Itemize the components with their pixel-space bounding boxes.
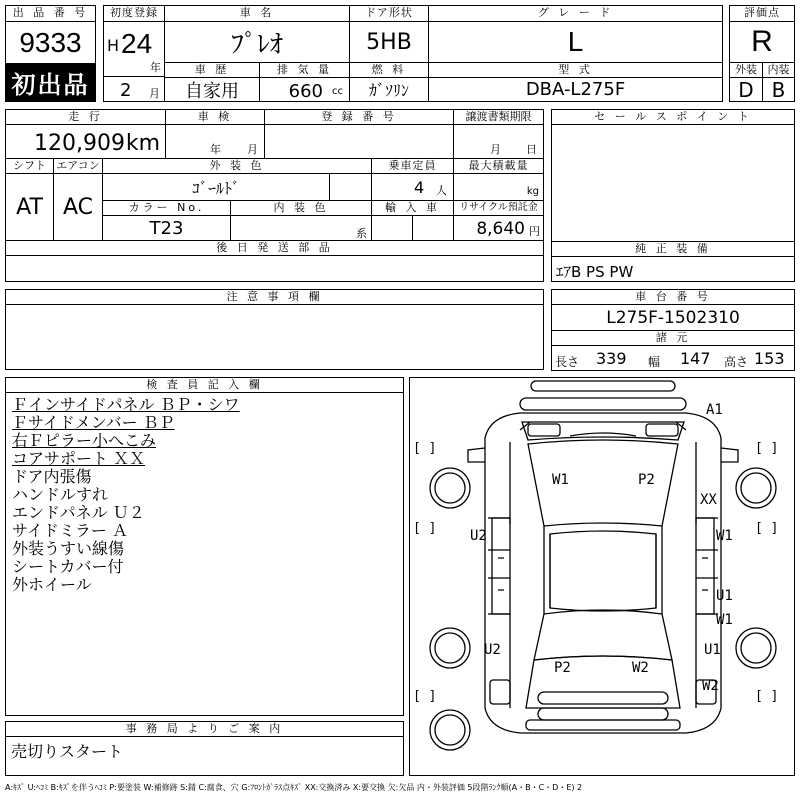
score-label: 評価点	[729, 5, 795, 22]
fuel-label: 燃 料	[349, 62, 429, 78]
damage-mark: W1	[716, 528, 733, 544]
equipment	[551, 256, 795, 282]
bracket-right-low: [ ]	[755, 689, 779, 704]
damage-mark: P2	[638, 472, 655, 488]
damage-mark: W1	[552, 472, 569, 488]
notes-label: 注 意 事 項 欄	[5, 289, 544, 305]
height: 153	[754, 349, 785, 368]
car-name: ﾌﾟﾚｵ	[164, 21, 350, 63]
bracket-left-mid: [ ]	[413, 521, 437, 536]
first-registration-label: 初度登録	[103, 5, 165, 22]
shift-label: シフト	[5, 158, 54, 174]
inspector-note: 外装うすい線傷	[12, 539, 125, 558]
length: 339	[596, 349, 627, 368]
damage-mark: U2	[484, 642, 501, 658]
displacement-value: 660	[288, 81, 323, 102]
later-parts	[5, 255, 544, 282]
recycle-label: リサイクル預託金	[453, 200, 544, 216]
capacity-unit: 人	[436, 184, 447, 197]
exterior-color-label: 外 装 色	[102, 158, 372, 174]
bracket-right-mid: [ ]	[755, 521, 779, 536]
office-label: 事 務 局 よ り ご 案 内	[5, 721, 404, 737]
interior-color	[230, 215, 372, 241]
inspector-note: Ｆサイドメンバー ＢＰ	[12, 413, 175, 432]
inspection-label: 車 検	[165, 109, 265, 125]
import-label: 輸 入 車	[371, 200, 454, 216]
interior-color-label: 内 装 色	[230, 200, 372, 216]
transfer-docs-label: 譲渡書類期限	[453, 109, 544, 125]
car-outline	[410, 378, 795, 776]
damage-mark: U2	[470, 528, 487, 544]
era: H	[107, 36, 120, 55]
chassis-number-label: 車 台 番 号	[551, 289, 795, 305]
mileage	[5, 124, 166, 159]
lot-number: 9333	[5, 21, 96, 64]
inspection-date	[165, 124, 265, 159]
damage-mark: W2	[632, 660, 649, 676]
inspection-month-unit: 月	[247, 143, 258, 156]
transfer-docs-date	[453, 124, 544, 159]
recycle-deposit	[453, 215, 544, 241]
model: DBA-L275F	[428, 77, 723, 102]
damage-mark: W1	[716, 612, 733, 628]
door-type: 5HB	[349, 21, 429, 63]
damage-mark: A1	[706, 402, 723, 418]
color-number: T23	[102, 215, 231, 241]
damage-diagram	[409, 377, 795, 776]
year-unit: 年	[150, 61, 161, 74]
max-load	[453, 173, 544, 201]
month: 2	[120, 80, 132, 101]
shift: AT	[5, 173, 54, 241]
first-registration-month	[103, 76, 165, 102]
mileage-value: 120,909	[34, 131, 125, 156]
recycle-value: 8,640	[476, 219, 525, 239]
interior-grade: B	[762, 77, 795, 102]
exterior-color: ｺﾞｰﾙﾄﾞ	[102, 173, 330, 201]
grade: L	[428, 21, 723, 63]
height-label: 高さ	[724, 355, 749, 369]
later-parts-label: 後 日 発 送 部 品	[5, 240, 544, 256]
dimensions-label: 諸 元	[551, 330, 795, 346]
notes	[5, 304, 544, 370]
inspector-label: 検 査 員 記 入 欄	[5, 377, 404, 393]
registration-number	[264, 124, 454, 159]
month-unit: 月	[149, 87, 160, 100]
max-load-label: 最大積載量	[453, 158, 544, 174]
damage-mark: U1	[704, 642, 721, 658]
chassis-number: L275F-1502310	[551, 304, 795, 331]
damage-mark: P2	[554, 660, 571, 676]
registration-number-label: 登 録 番 号	[264, 109, 454, 125]
legend: A:ｷｽﾞ U:ﾍｺﾐ B:ｷｽﾞを伴うﾍｺﾐ P:要塗装 W:補修跡 S:錆 C:腐食、穴 G:ﾌﾛﾝﾄｶﾞﾗｽ点ｷｽﾞ XX:交換済み X:要交換 欠:欠品 内・外装評価 5段階ﾗﾝｸ順(A・B・C・D・E) 2	[5, 783, 583, 792]
mileage-unit: km	[125, 131, 160, 156]
color-number-label: カラー No.	[102, 200, 231, 216]
inspector-note: サイドミラー Ａ	[12, 521, 128, 540]
displacement-unit: cc	[332, 86, 343, 97]
capacity	[371, 173, 454, 201]
first-registration-year	[103, 21, 165, 77]
car-name-label: 車 名	[164, 5, 350, 22]
inspector-note: エンドパネル Ｕ２	[12, 503, 145, 522]
transfer-month-unit: 月	[490, 143, 501, 156]
year: 24	[121, 28, 153, 59]
inspector-note: Ｆインサイドパネル ＢＰ・シワ	[12, 395, 240, 414]
model-label: 型 式	[428, 62, 723, 78]
width: 147	[680, 349, 711, 368]
office-notice	[5, 736, 404, 776]
exterior-grade: D	[729, 77, 763, 102]
history: 自家用	[164, 77, 260, 102]
interior-color-unit: 系	[356, 227, 367, 240]
inspector-note: シートカバー付	[12, 557, 124, 576]
door-label: ドア形状	[349, 5, 429, 22]
damage-mark: XX	[700, 492, 717, 508]
inspector-note: ハンドルすれ	[12, 485, 109, 504]
sales-point	[551, 124, 795, 242]
transfer-day-unit: 日	[526, 143, 537, 156]
import-left	[371, 215, 413, 241]
inspection-year-unit: 年	[210, 143, 221, 156]
inspector-note: 右Ｆピラー小へこみ	[12, 431, 157, 450]
equipment-value: ｴｱB PS PW	[556, 263, 634, 281]
score: R	[729, 21, 795, 63]
equipment-label: 純 正 装 備	[551, 241, 795, 257]
bracket-right-top: [ ]	[755, 441, 779, 456]
inspector-note: 外ホイール	[12, 575, 92, 594]
first-listing-badge: 初出品	[5, 63, 96, 102]
capacity-value: 4	[414, 178, 425, 197]
damage-mark: U1	[716, 588, 733, 604]
displacement	[259, 77, 350, 102]
exterior-color-extra	[329, 173, 372, 201]
interior-label: 内装	[762, 62, 795, 78]
mileage-label: 走 行	[5, 109, 166, 125]
dimensions	[551, 345, 795, 371]
length-label: 長さ	[555, 355, 580, 369]
bracket-left-top: [ ]	[413, 441, 437, 456]
fuel: ｶﾞｿﾘﾝ	[349, 77, 429, 102]
office-text: 売切りスタート	[11, 742, 124, 761]
air-conditioning: AC	[53, 173, 103, 241]
ac-label: エアコン	[53, 158, 103, 174]
inspector-notes	[5, 392, 404, 716]
exterior-label: 外装	[729, 62, 763, 78]
import-right	[412, 215, 454, 241]
width-label: 幅	[648, 355, 661, 369]
sales-point-label: セ ー ル ス ポ イ ン ト	[551, 109, 795, 125]
damage-mark: W2	[702, 678, 719, 694]
displacement-label: 排 気 量	[259, 62, 350, 78]
grade-label: グ レ ー ド	[428, 5, 723, 22]
recycle-unit: 円	[529, 225, 540, 238]
bracket-left-low: [ ]	[413, 689, 437, 704]
inspector-note: コアサポート ＸＸ	[12, 449, 146, 468]
max-load-unit: kg	[526, 186, 539, 197]
capacity-label: 乗車定員	[371, 158, 454, 174]
history-label: 車 歴	[164, 62, 260, 78]
inspector-note: ドア内張傷	[12, 467, 92, 486]
lot-number-label: 出 品 番 号	[5, 5, 96, 22]
